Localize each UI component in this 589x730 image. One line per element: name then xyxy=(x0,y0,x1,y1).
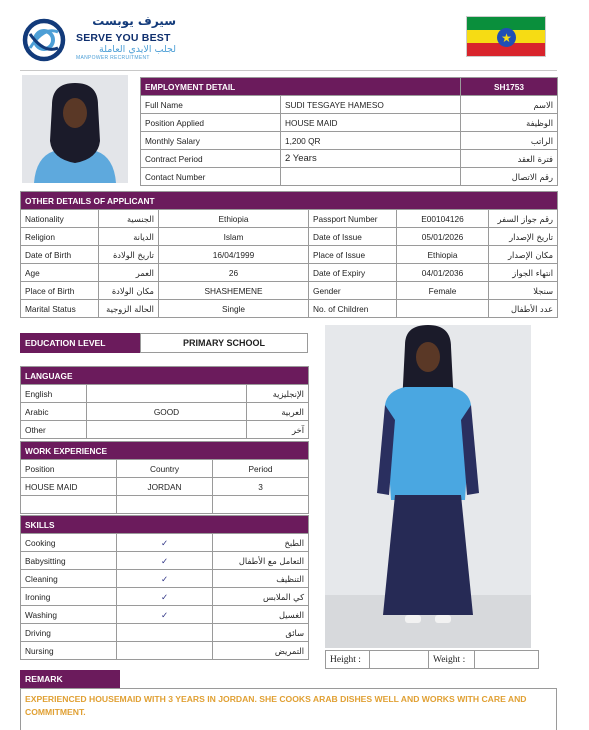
field-label: No. of Children xyxy=(309,300,397,318)
field-value: 1,200 QR xyxy=(281,132,461,150)
field-value xyxy=(87,385,247,403)
table-row xyxy=(21,496,309,514)
table-row xyxy=(21,403,309,421)
skill-label: Ironing xyxy=(21,588,117,606)
skill-label: Washing xyxy=(21,606,117,624)
skill-label-arabic: التمريض xyxy=(213,642,309,660)
field-value: HOUSE MAID xyxy=(281,114,461,132)
field-value: Single xyxy=(159,300,309,318)
table-cell xyxy=(117,496,213,514)
checkmark-icon xyxy=(117,642,213,660)
field-value: 26 xyxy=(159,264,309,282)
field-value: 2 Years xyxy=(281,150,461,168)
checkmark-icon: ✓ xyxy=(117,534,213,552)
field-label: Monthly Salary xyxy=(141,132,281,150)
column-header: Position xyxy=(21,460,117,478)
field-value xyxy=(87,421,247,439)
field-value: 04/01/2036 xyxy=(397,264,489,282)
table-row xyxy=(21,300,558,318)
header-divider xyxy=(20,70,557,71)
table-row xyxy=(21,606,309,624)
field-label: Date of Issue xyxy=(309,228,397,246)
table-row xyxy=(141,114,558,132)
table-row xyxy=(141,168,558,186)
skills-table xyxy=(20,515,309,660)
applicant-headshot-photo xyxy=(22,75,128,183)
ethiopia-flag-icon: ★ xyxy=(466,16,546,57)
employment-detail-table xyxy=(140,77,558,186)
table-row xyxy=(21,642,309,660)
skill-label: Nursing xyxy=(21,642,117,660)
other-details-table xyxy=(20,191,558,318)
column-header: Period xyxy=(213,460,309,478)
field-label: Place of Birth xyxy=(21,282,99,300)
field-label-arabic: تاريخ الإصدار xyxy=(489,228,558,246)
field-label: Gender xyxy=(309,282,397,300)
field-label: Passport Number xyxy=(309,210,397,228)
table-header-row xyxy=(21,460,309,478)
reference-code: SH1753 xyxy=(461,78,558,96)
field-label-arabic: مكان الولادة xyxy=(99,282,159,300)
field-label: Other xyxy=(21,421,87,439)
field-label-arabic: العمر xyxy=(99,264,159,282)
field-value xyxy=(281,168,461,186)
field-value: GOOD xyxy=(87,403,247,421)
logo-english-name: SERVE YOU BEST xyxy=(76,32,171,44)
table-row xyxy=(21,588,309,606)
weight-value xyxy=(475,651,539,669)
table-row xyxy=(21,624,309,642)
field-label-arabic: الراتب xyxy=(461,132,558,150)
field-value: Islam xyxy=(159,228,309,246)
field-value: Female xyxy=(397,282,489,300)
work-experience-title: WORK EXPERIENCE xyxy=(21,442,309,460)
field-value: SUDI TESGAYE HAMESO xyxy=(281,96,461,114)
field-label-arabic: الديانة xyxy=(99,228,159,246)
field-label-arabic: العربية xyxy=(247,403,309,421)
field-label-arabic: رقم جواز السفر xyxy=(489,210,558,228)
logo-subtitle: MANPOWER RECRUITMENT xyxy=(76,55,150,61)
table-row xyxy=(21,570,309,588)
table-row xyxy=(21,478,309,496)
height-label: Height : xyxy=(326,651,370,669)
table-row xyxy=(21,264,558,282)
field-label-arabic: الإنجليزية xyxy=(247,385,309,403)
table-row xyxy=(21,385,309,403)
table-row xyxy=(141,96,558,114)
skill-label-arabic: سائق xyxy=(213,624,309,642)
skill-label-arabic: كي الملابس xyxy=(213,588,309,606)
table-row xyxy=(21,210,558,228)
logo-arabic-subtitle: لجلب الايدي العاملة xyxy=(98,44,176,55)
table-row xyxy=(21,246,558,264)
field-label-arabic: الحالة الزوجية xyxy=(99,300,159,318)
field-label-arabic: انتهاء الجواز xyxy=(489,264,558,282)
remark-text: EXPERIENCED HOUSEMAID WITH 3 YEARS IN JORDAN. SHE COOKS ARAB DISHES WELL AND WORKS WITH CARE AND COMMITMENT. xyxy=(20,688,557,730)
table-cell xyxy=(21,496,117,514)
language-table xyxy=(20,366,309,439)
employment-detail-title: EMPLOYMENT DETAIL xyxy=(141,78,461,96)
field-label-arabic: عدد الأطفال xyxy=(489,300,558,318)
skill-label: Cooking xyxy=(21,534,117,552)
field-label: Marital Status xyxy=(21,300,99,318)
language-title: LANGUAGE xyxy=(21,367,309,385)
field-label: Date of Birth xyxy=(21,246,99,264)
field-value xyxy=(397,300,489,318)
education-level-value: PRIMARY SCHOOL xyxy=(140,333,308,353)
table-cell: HOUSE MAID xyxy=(21,478,117,496)
height-value xyxy=(370,651,429,669)
field-value: 16/04/1999 xyxy=(159,246,309,264)
checkmark-icon: ✓ xyxy=(117,606,213,624)
field-label: Nationality xyxy=(21,210,99,228)
field-label-arabic: رقم الاتصال xyxy=(461,168,558,186)
field-label: Arabic xyxy=(21,403,87,421)
table-row xyxy=(21,228,558,246)
remark-section xyxy=(20,670,557,730)
field-value: 05/01/2026 xyxy=(397,228,489,246)
table-row xyxy=(141,150,558,168)
table-row xyxy=(21,552,309,570)
applicant-full-body-photo xyxy=(325,325,531,648)
logo-arabic-name: سيرف يوبست xyxy=(92,14,176,28)
field-label: Position Applied xyxy=(141,114,281,132)
table-row xyxy=(21,534,309,552)
field-label: Age xyxy=(21,264,99,282)
field-label-arabic: الجنسية xyxy=(99,210,159,228)
skills-title: SKILLS xyxy=(21,516,309,534)
skill-label-arabic: التعامل مع الأطفال xyxy=(213,552,309,570)
other-details-title: OTHER DETAILS OF APPLICANT xyxy=(21,192,558,210)
table-row xyxy=(21,282,558,300)
field-value: SHASHEMENE xyxy=(159,282,309,300)
table-cell xyxy=(213,496,309,514)
table-row xyxy=(141,132,558,150)
field-label-arabic: فترة العقد xyxy=(461,150,558,168)
skill-label-arabic: الغسيل xyxy=(213,606,309,624)
table-cell: 3 xyxy=(213,478,309,496)
checkmark-icon: ✓ xyxy=(117,570,213,588)
field-label: Full Name xyxy=(141,96,281,114)
field-label-arabic: آخر xyxy=(247,421,309,439)
field-label-arabic: مكان الإصدار xyxy=(489,246,558,264)
field-label: Religion xyxy=(21,228,99,246)
checkmark-icon: ✓ xyxy=(117,588,213,606)
field-label-arabic: الوظيفة xyxy=(461,114,558,132)
table-row xyxy=(21,421,309,439)
field-label: Contact Number xyxy=(141,168,281,186)
field-label-arabic: سنجلا xyxy=(489,282,558,300)
field-label-arabic: تاريخ الولادة xyxy=(99,246,159,264)
field-label: Contract Period xyxy=(141,150,281,168)
skill-label: Babysitting xyxy=(21,552,117,570)
skill-label: Driving xyxy=(21,624,117,642)
skill-label-arabic: الطبخ xyxy=(213,534,309,552)
education-level-label: EDUCATION LEVEL xyxy=(20,333,140,353)
field-value: E00104126 xyxy=(397,210,489,228)
field-label: Place of Issue xyxy=(309,246,397,264)
skill-label-arabic: التنظيف xyxy=(213,570,309,588)
remark-title: REMARK xyxy=(20,670,120,688)
work-experience-table xyxy=(20,441,309,514)
table-cell: JORDAN xyxy=(117,478,213,496)
field-label-arabic: الاسم xyxy=(461,96,558,114)
field-label: Date of Expiry xyxy=(309,264,397,282)
height-weight-table xyxy=(325,650,539,669)
field-value: Ethiopia xyxy=(397,246,489,264)
weight-label: Weight : xyxy=(429,651,475,669)
column-header: Country xyxy=(117,460,213,478)
skill-label: Cleaning xyxy=(21,570,117,588)
field-label: English xyxy=(21,385,87,403)
field-value: Ethiopia xyxy=(159,210,309,228)
checkmark-icon: ✓ xyxy=(117,552,213,570)
company-logo-icon xyxy=(22,18,66,62)
checkmark-icon xyxy=(117,624,213,642)
